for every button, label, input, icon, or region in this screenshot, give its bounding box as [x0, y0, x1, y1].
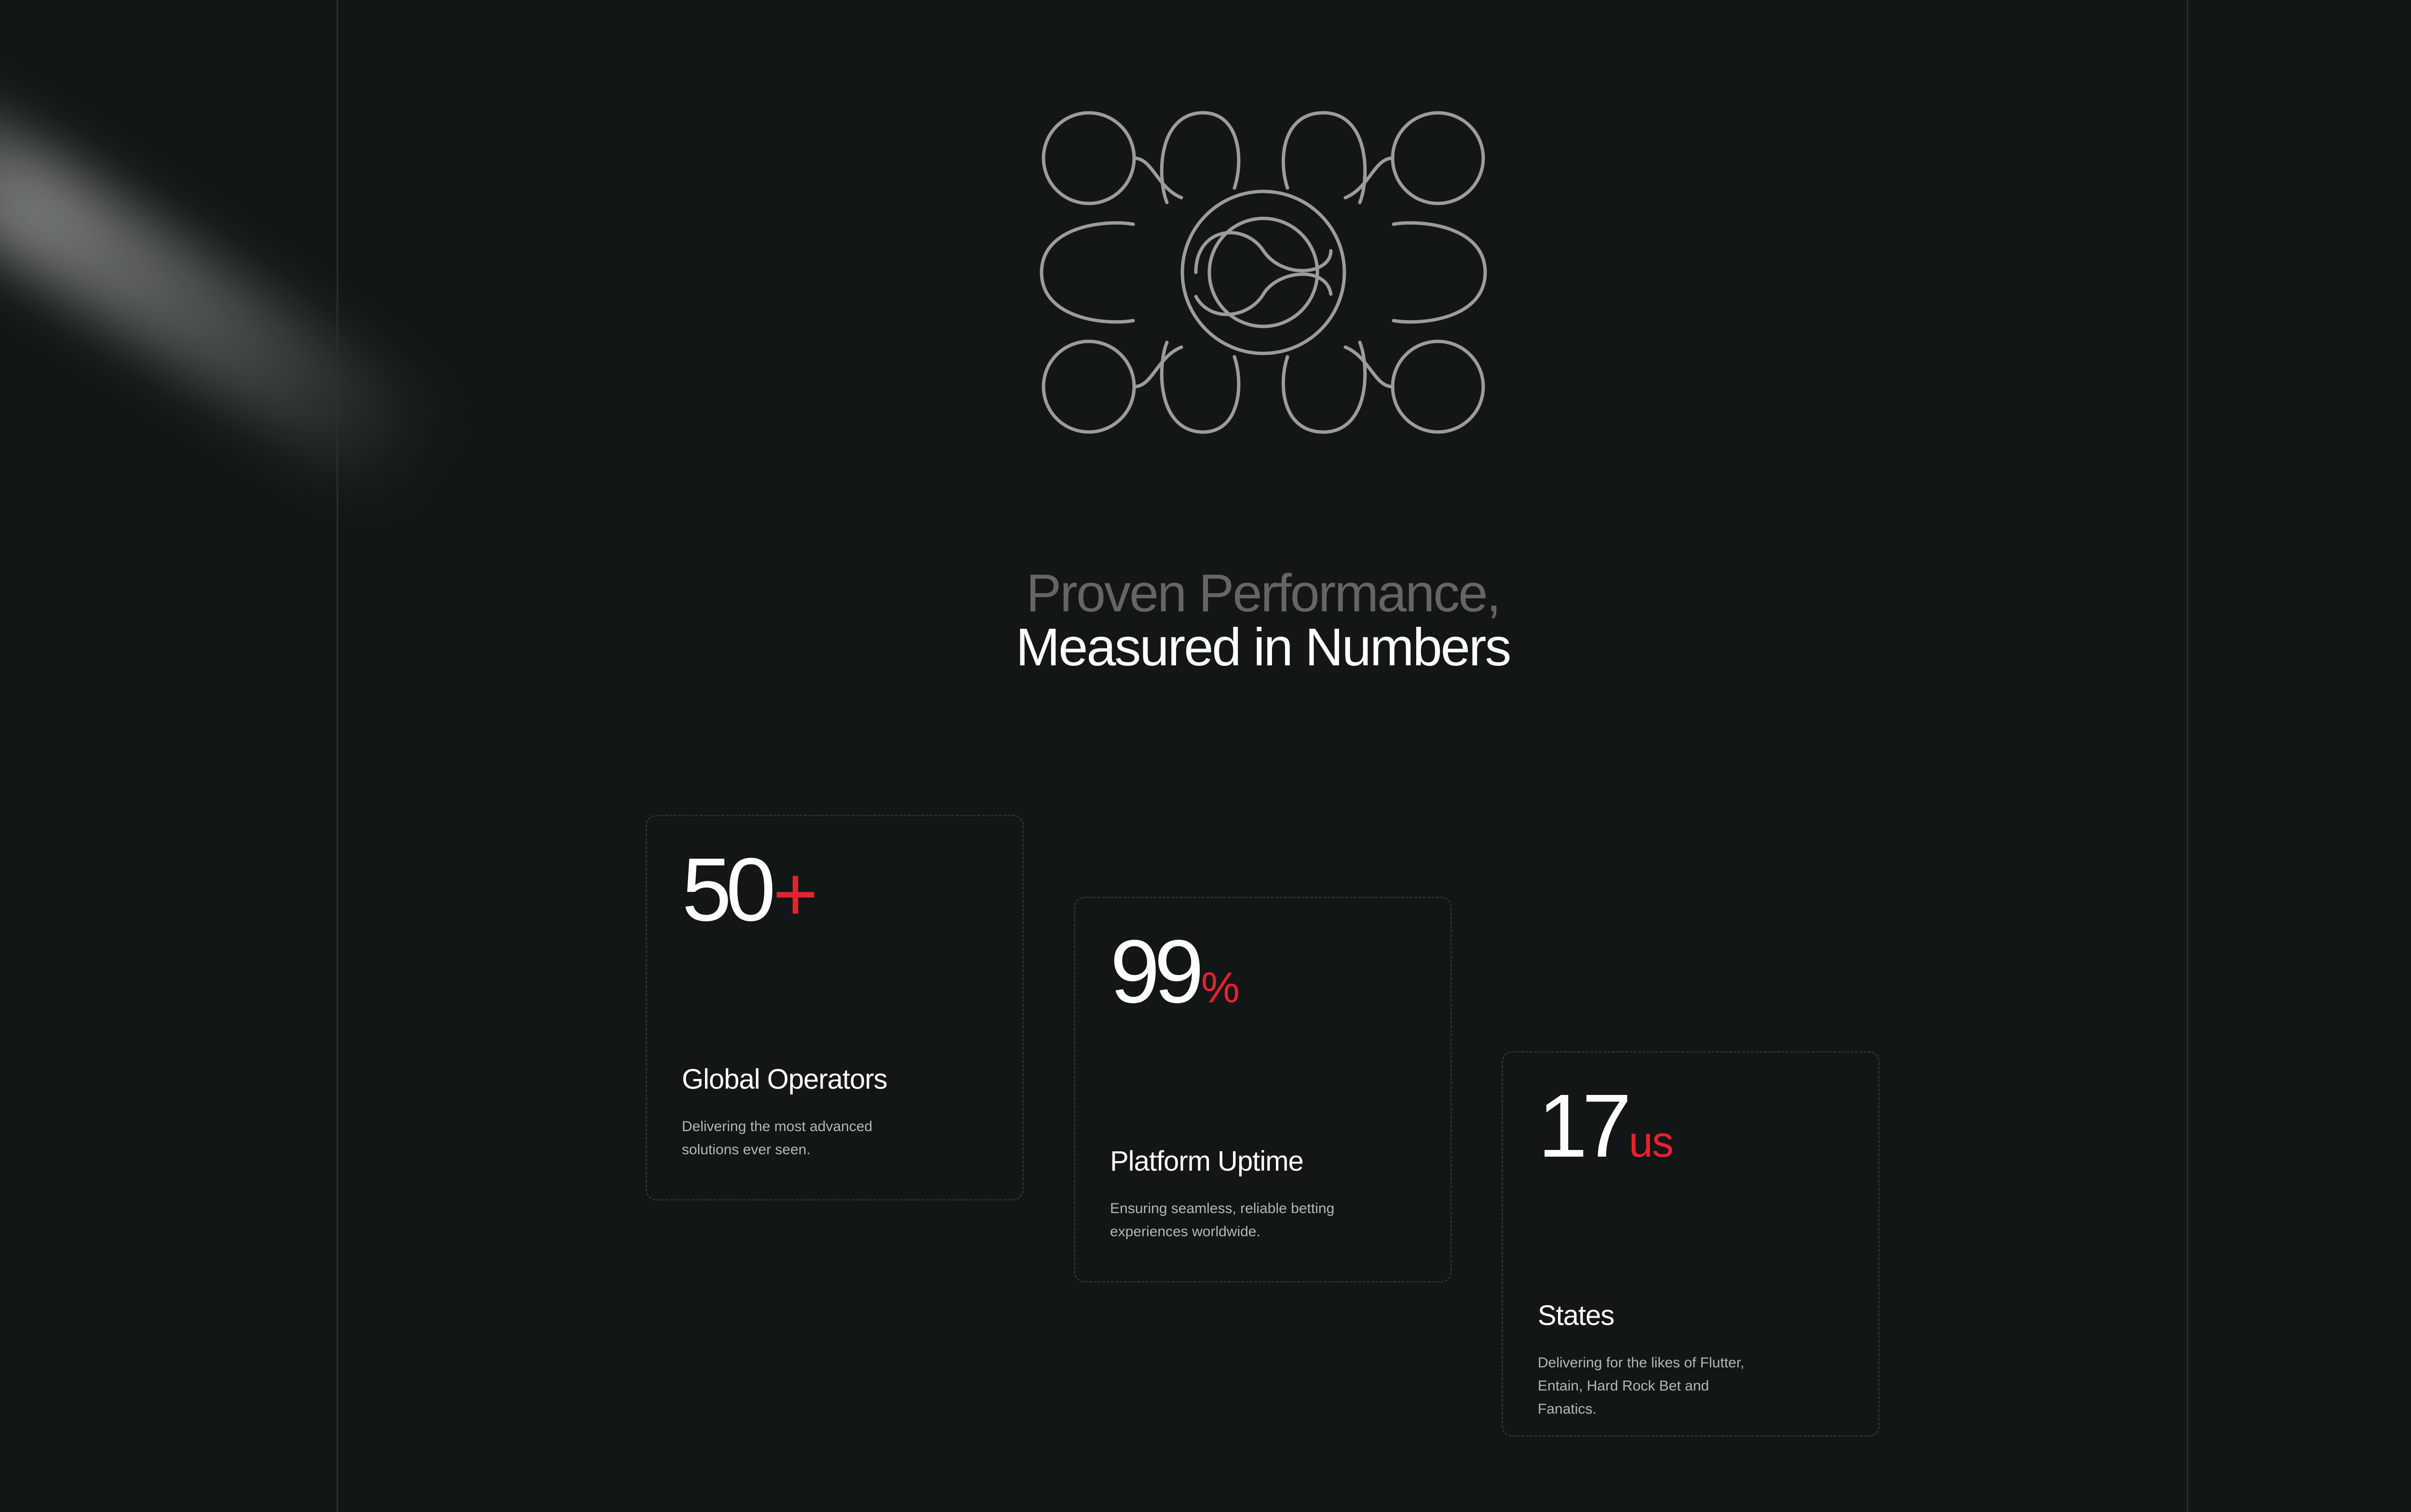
- stat-number: 99: [1110, 922, 1198, 1022]
- stat-card-uptime: [1074, 897, 1452, 1282]
- interlinked-loops-logo-icon: [1037, 106, 1490, 439]
- stat-card-states: [1502, 1051, 1880, 1437]
- stat-suffix: us: [1628, 1118, 1673, 1166]
- stat-card-operators: [646, 815, 1024, 1201]
- stat-number: 50: [682, 840, 770, 940]
- left-guide-line: [337, 0, 338, 1512]
- stat-value: [1110, 922, 1239, 1022]
- right-guide-line: [2187, 0, 2188, 1512]
- heading-line-1: Proven Performance,: [1026, 564, 1500, 623]
- stat-title: Global Operators: [682, 1064, 887, 1095]
- stat-title: States: [1538, 1300, 1614, 1331]
- light-beam-decoration: [0, 48, 452, 508]
- stat-description: Delivering for the likes of Flutter, Entain, Hard Rock Bet and Fanatics.: [1538, 1355, 1745, 1417]
- stat-value: [1538, 1076, 1673, 1176]
- stat-value: [682, 840, 817, 940]
- section-heading: [0, 564, 2411, 677]
- stat-suffix: %: [1201, 964, 1239, 1012]
- stat-description: Delivering the most advanced solutions ever seen.: [682, 1119, 873, 1158]
- stat-description: Ensuring seamless, reliable betting experiences worldwide.: [1110, 1201, 1335, 1240]
- stat-suffix: +: [772, 850, 817, 937]
- stat-title: Platform Uptime: [1110, 1146, 1303, 1177]
- stat-number: 17: [1538, 1076, 1626, 1176]
- heading-line-2: Measured in Numbers: [1016, 618, 1510, 677]
